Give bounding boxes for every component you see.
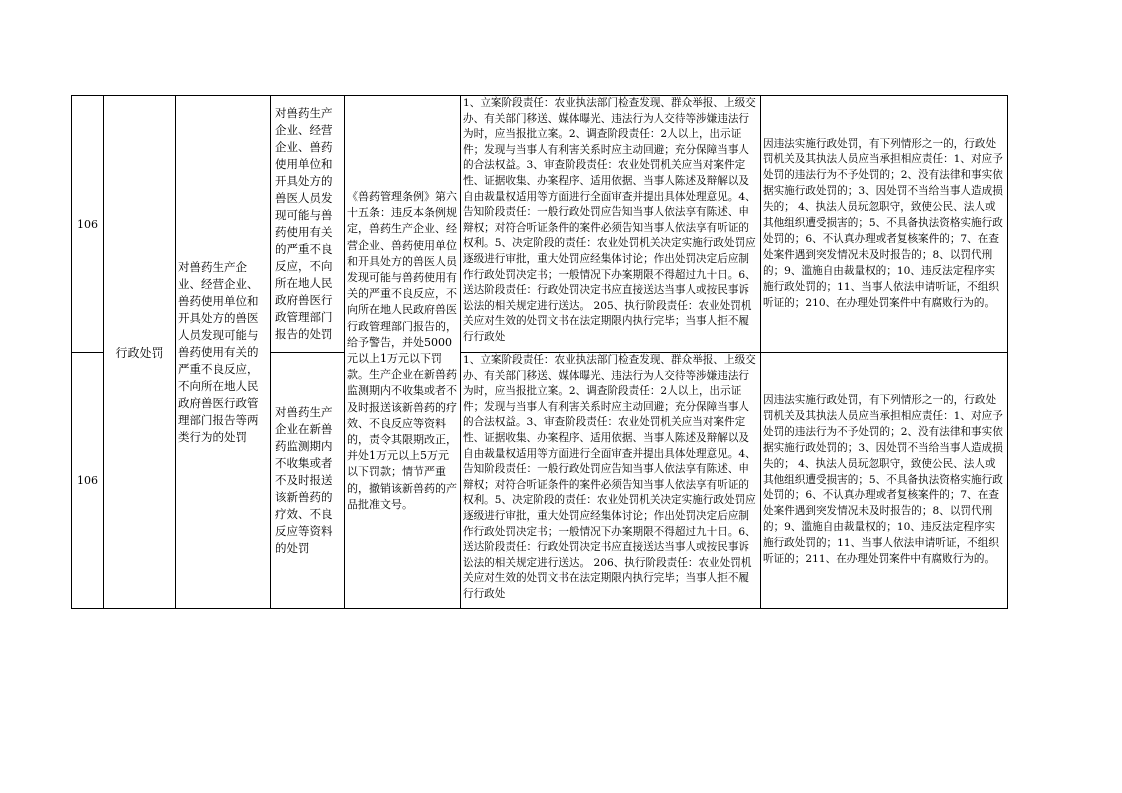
accountability-text: 因违法实施行政处罚，有下列情形之一的，行政处罚机关及其执法人员应当承担相应责任：1、对应予处罚的违法行为不予处罚的；2、没有法律和事实依据实施行政处罚的；3、因处罚不当给当事人造成损失的； 4、执法人员玩忽职守，致使公民、法人或其他组织遭受损害的；5、不具备执法资格实施行政处罚的；6、不认真办理或者复核案件的；7、在查处案件遇到突发情况未及时报告的；8、以罚代刑的；9、滥施自由裁量权的；10、违反法定程序实施行政处罚的；11、当事人依法申请听证，不组织听证的；210、在办理处罚案件中有腐败行为的。 bbox=[763, 137, 1003, 309]
responsibility-text: 1、立案阶段责任：农业执法部门检查发现、群众举报、上级交办、有关部门移送、媒体曝光、违法行为人交待等涉嫌违法行为时，应当报批立案。2、调查阶段责任：2人以上，出示证件；发现与当事人有利害关系时应主动回避；充分保障当事人的合法权益。3、审查阶段责任：农业处罚机关应当对案件定性、证据收集、办案程序、适用依据、当事人陈述及辩解以及自由裁量权适用等方面进行全面审查并提出具体处理意见。4、告知阶段责任：一般行政处罚应告知当事人依法享有陈述、申辩权；对符合听证条件的案件必须告知当事人依法享有听证的权利。5、决定阶段的责任：农业处罚机关决定实施行政处罚应逐级进行审批，重大处罚应经集体讨论；作出处罚决定后应制作行政处罚决定书；一般情况下办案期限不得超过九十日。6、送达阶段责任：行政处罚决定书应直接送达当事人或按民事诉讼法的相关规定进行送达。 205、执行阶段责任：农业处罚机关应对生效的处罚文书在法定期限内执行完毕；当事人拒不履行行政处 bbox=[463, 97, 756, 343]
accountability-cell bbox=[761, 96, 1008, 353]
category-label: 行政处罚 bbox=[115, 345, 164, 360]
accountability-text: 因违法实施行政处罚，有下列情形之一的，行政处罚机关及其执法人员应当承担相应责任：1、对应予处罚的违法行为不予处罚的；2、没有法律和事实依据实施行政处罚的；3、因处罚不当给当事人造成损失的； 4、执法人员玩忽职守，致使公民、法人或其他组织遭受损害的；5、不具备执法资格实施行政处罚的；6、不认真办理或者复核案件的；7、在查处案件遇到突发情况未及时报告的；8、以罚代刑的；9、滥施自由裁量权的；10、违反法定程序实施行政处罚的；11、当事人依法申请听证，不组织听证的；211、在办理处罚案件中有腐败行为的。 bbox=[763, 394, 1003, 566]
legal-basis-text: 《兽药管理条例》第六十五条：违反本条例规定，兽药生产企业、经营企业、兽药使用单位和开具处方的兽医人员发现可能与兽药使用有关的严重不良反应，不向所在地人民政府兽医行政管理部门报告的，给予警告，并处5000元以上1万元以下罚款。生产企业在新兽药监测期内不收集或者不及时报送该新兽药的疗效、不良反应等资料的，责令其限期改正，并处1万元以上5万元以下罚款；情节严重的，撤销该新兽药的产品批准文号。 bbox=[347, 190, 457, 511]
power-list-table bbox=[71, 95, 1008, 609]
sub-item-cell bbox=[271, 96, 345, 353]
table-row bbox=[72, 96, 1008, 353]
sub-item-name: 对兽药生产企业在新兽药监测期内不收集或者不及时报送该新兽药的疗效、不良反应等资料的处罚 bbox=[275, 405, 333, 555]
seq-number: 106 bbox=[77, 217, 98, 231]
responsibility-cell bbox=[461, 96, 761, 353]
category-cell bbox=[104, 96, 176, 609]
item-name-cell bbox=[176, 96, 271, 609]
sub-item-cell bbox=[271, 353, 345, 609]
seq-number-cell bbox=[72, 96, 104, 353]
item-name: 对兽药生产企业、经营企业、兽药使用单位和开具处方的兽医人员发现可能与兽药使用有关的严重不良反应，不向所在地人民政府兽医行政管理部门报告等两类行为的处罚 bbox=[178, 259, 259, 444]
seq-number-cell bbox=[72, 353, 104, 609]
responsibility-text: 1、立案阶段责任：农业执法部门检查发现、群众举报、上级交办、有关部门移送、媒体曝光、违法行为人交待等涉嫌违法行为时，应当报批立案。2、调查阶段责任：2人以上，出示证件；发现与当事人有利害关系时应主动回避；充分保障当事人的合法权益。3、审查阶段责任：农业处罚机关应当对案件定性、证据收集、办案程序、适用依据、当事人陈述及辩解以及自由裁量权适用等方面进行全面审查并提出具体处理意见。4、告知阶段责任：一般行政处罚应告知当事人依法享有陈述、申辩权；对符合听证条件的案件必须告知当事人依法享有听证的权利。5、决定阶段的责任：农业处罚机关决定实施行政处罚应逐级进行审批，重大处罚应经集体讨论；作出处罚决定后应制作行政处罚决定书；一般情况下办案期限不得超过九十日。6、送达阶段责任：行政处罚决定书应直接送达当事人或按民事诉讼法的相关规定进行送达。 206、执行阶段责任：农业处罚机关应对生效的处罚文书在法定期限内执行完毕；当事人拒不履行行政处 bbox=[463, 354, 756, 600]
sub-item-name: 对兽药生产企业、经营企业、兽药使用单位和开具处方的兽医人员发现可能与兽药使用有关的严重不良反应，不向所在地人民政府兽医行政管理部门报告的处罚 bbox=[275, 106, 333, 341]
accountability-cell bbox=[761, 353, 1008, 609]
legal-basis-cell bbox=[345, 96, 461, 609]
seq-number: 106 bbox=[77, 474, 98, 487]
responsibility-cell bbox=[461, 353, 761, 609]
